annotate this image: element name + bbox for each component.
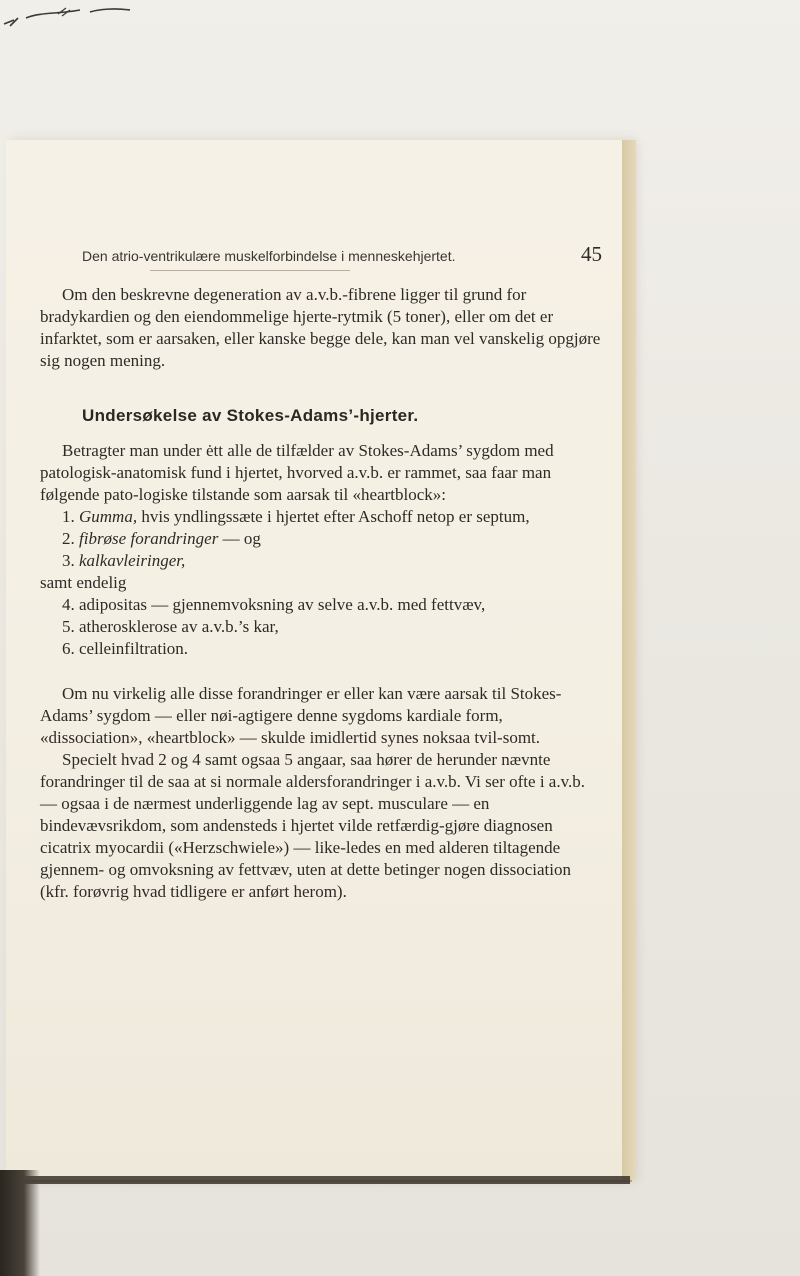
paragraph-specielt: Specielt hvad 2 og 4 samt ogsaa 5 angaar, saa hører de herunder nævnte forandringer til de saa at si normale aldersforandringer i a.v.b. Vi ser ofte i a.v.b. — ogsaa i de nærmest underliggende lag av sept. musculare — en bindevævsrikdom, som andensteds i hjertet vilde retfærdig-gjøre diagnosen cicatrix myocardii («Herzschwiele») — like-ledes en med alderen tiltagende gjennem- og omvoksning av fettvæv, uten at dette betinger nogen dissociation (kfr. forøvrig hvad tidligere er anført herom). <box>40 750 585 901</box>
list-number: 2. <box>62 529 75 548</box>
paragraph-om-nu: Om nu virkelig alle disse forandringer er eller kan være aarsak til Stokes-Adams’ sygdom — eller nøi-agtigere denne sygdoms kardiale form, «dissociation», «heartblock» — skulde imidlertid synes noksaa tvil-somt. <box>40 684 562 747</box>
book-binding <box>0 1170 40 1276</box>
list-item <box>40 594 604 616</box>
list-item <box>40 506 604 528</box>
list-emphasis: Gumma, <box>79 507 138 526</box>
paragraph-gap <box>40 660 604 683</box>
samt-endelig: samt endelig <box>40 573 127 592</box>
list-text: hvis yndlingssæte i hjertet efter Aschoff netop er septum, <box>137 507 530 526</box>
list-text: atherosklerose av a.v.b.’s kar, <box>79 617 279 636</box>
page-text <box>40 284 604 903</box>
list-text: celleinfiltration. <box>79 639 189 658</box>
page-edge <box>622 140 636 1180</box>
running-head <box>82 242 602 268</box>
list-number: 3. <box>62 551 75 570</box>
list-number: 5. <box>62 617 75 636</box>
list-number: 4. <box>62 595 75 614</box>
list-text: adipositas — gjennemvoksning av selve a.v.b. med fettvæv, <box>79 595 486 614</box>
list-emphasis: fibrøse forandringer <box>79 529 219 548</box>
list-item <box>40 638 604 660</box>
section-heading: Undersøkelse av Stokes-Adams’-hjerter. <box>82 406 419 425</box>
pencil-scribble <box>0 0 140 30</box>
list-item <box>40 550 604 572</box>
running-head-rule <box>150 270 350 271</box>
page-number: 45 <box>581 242 602 266</box>
paragraph-intro: Om den beskrevne degeneration av a.v.b.-fibrene ligger til grund for bradykardien og den eiendommelige hjerte-rytmik (5 toner), eller om det er infarktet, som er aarsaken, eller kanske begge dele, kan man vel vanskelig opgjøre sig nogen mening. <box>40 285 601 370</box>
paragraph-betragter: Betragter man under ėtt alle de tilfælder av Stokes-Adams’ sygdom med patologisk-anatomisk fund i hjertet, hvorved a.v.b. er rammet, saa faar man følgende pato-logiske tilstande som aarsak til «heartblock»: <box>40 441 554 504</box>
list-emphasis: kalkavleiringer, <box>79 551 186 570</box>
list-text: — og <box>218 529 261 548</box>
list-number: 6. <box>62 639 75 658</box>
list-number: 1. <box>62 507 75 526</box>
page-bottom-edge <box>6 1176 630 1184</box>
running-head-title: Den atrio-ventrikulære muskelforbindelse i menneskehjertet. <box>82 248 456 264</box>
list-item <box>40 528 604 550</box>
list-item <box>40 616 604 638</box>
